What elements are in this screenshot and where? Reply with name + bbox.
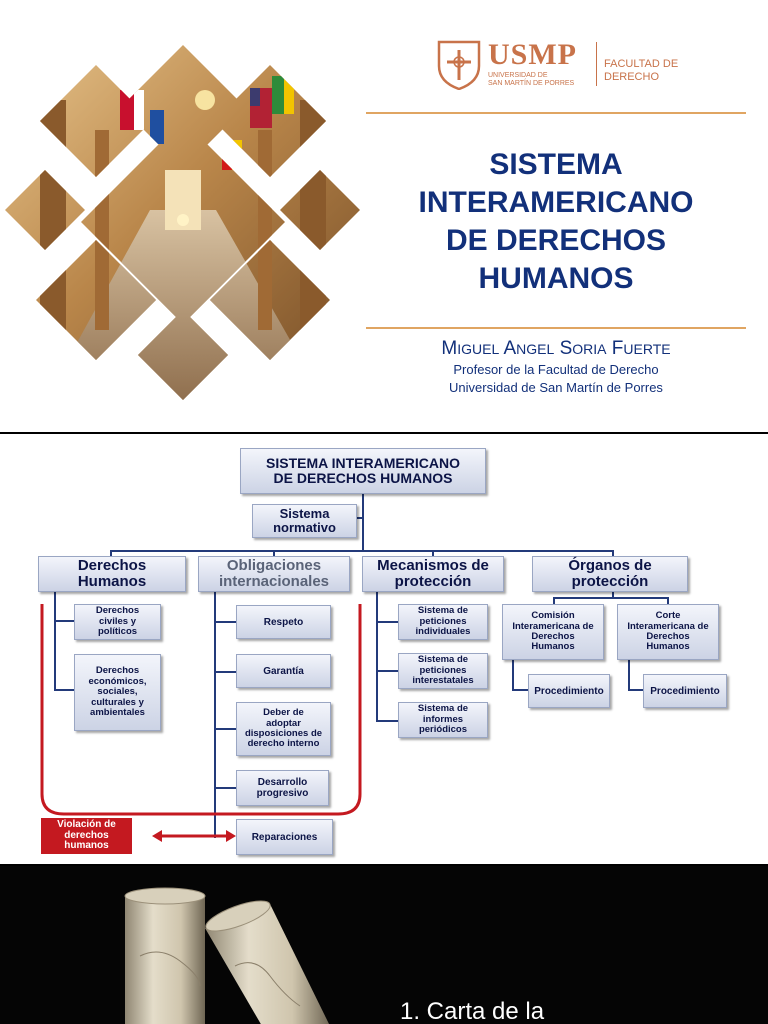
arrow-left-icon xyxy=(152,830,162,842)
comision-box: Comisión Interamericana de Derechos Humanos xyxy=(502,604,604,660)
peticiones-individuales-box: Sistema de peticiones individuales xyxy=(398,604,488,640)
procedimiento-comision-box: Procedimiento xyxy=(528,674,610,708)
root-box: SISTEMA INTERAMERICANO DE DERECHOS HUMANOS xyxy=(240,448,486,494)
procedimiento-corte-box: Procedimiento xyxy=(643,674,727,708)
peticiones-interestatales-box: Sistema de peticiones interestatales xyxy=(398,653,488,689)
arrow-right-icon xyxy=(226,830,236,842)
garantia-box: Garantía xyxy=(236,654,331,688)
desarrollo-box: Desarrollo progresivo xyxy=(236,770,329,806)
deber-box: Deber de adoptar disposiciones de derecho interno xyxy=(236,702,331,756)
bottom-rule xyxy=(366,327,746,329)
author-name: MIGUEL ANGEL SORIA FUERTE xyxy=(441,338,671,359)
economicos-box: Derechos económicos, sociales, culturales y ambientales xyxy=(74,654,161,731)
informes-box: Sistema de informes periódicos xyxy=(398,702,488,738)
organos-box: Órganos de protección xyxy=(532,556,688,592)
corte-box: Corte Interamericana de Derechos Humanos xyxy=(617,604,719,660)
usmp-logo xyxy=(436,36,696,92)
corridor-photo-collage xyxy=(0,40,370,410)
author-role: Profesor de la Facultad de Derecho xyxy=(453,362,659,377)
top-rule xyxy=(366,112,746,114)
slide-title: SISTEMA INTERAMERICANO DE DERECHOS HUMANOS xyxy=(418,148,694,295)
logo-divider xyxy=(596,42,597,86)
usmp-brand: USMP xyxy=(488,38,577,71)
title-slide xyxy=(0,0,768,432)
carta-heading: 1. Carta de la xyxy=(400,998,545,1024)
carta-slide xyxy=(0,866,768,1024)
derechos-humanos-box: Derechos Humanos xyxy=(38,556,186,592)
reparaciones-box: Reparaciones xyxy=(236,819,333,855)
violacion-box: Violación de derechos humanos xyxy=(41,818,132,854)
civiles-box: Derechos civiles y políticos xyxy=(74,604,161,640)
author-university: Universidad de San Martín de Porres xyxy=(449,380,663,395)
parchment-scrolls-image xyxy=(0,866,768,1024)
respeto-box: Respeto xyxy=(236,605,331,639)
mecanismos-box: Mecanismos de protección xyxy=(362,556,504,592)
diagram-slide xyxy=(0,434,768,864)
usmp-university-name: UNIVERSIDAD DE SAN MARTÍN DE PORRES xyxy=(488,72,575,87)
obligaciones-box: Obligaciones internacionales xyxy=(198,556,350,592)
faculty-name: FACULTAD DE DERECHO xyxy=(604,58,679,83)
normativo-box: Sistema normativo xyxy=(252,504,357,538)
university-shield-icon xyxy=(436,36,482,90)
